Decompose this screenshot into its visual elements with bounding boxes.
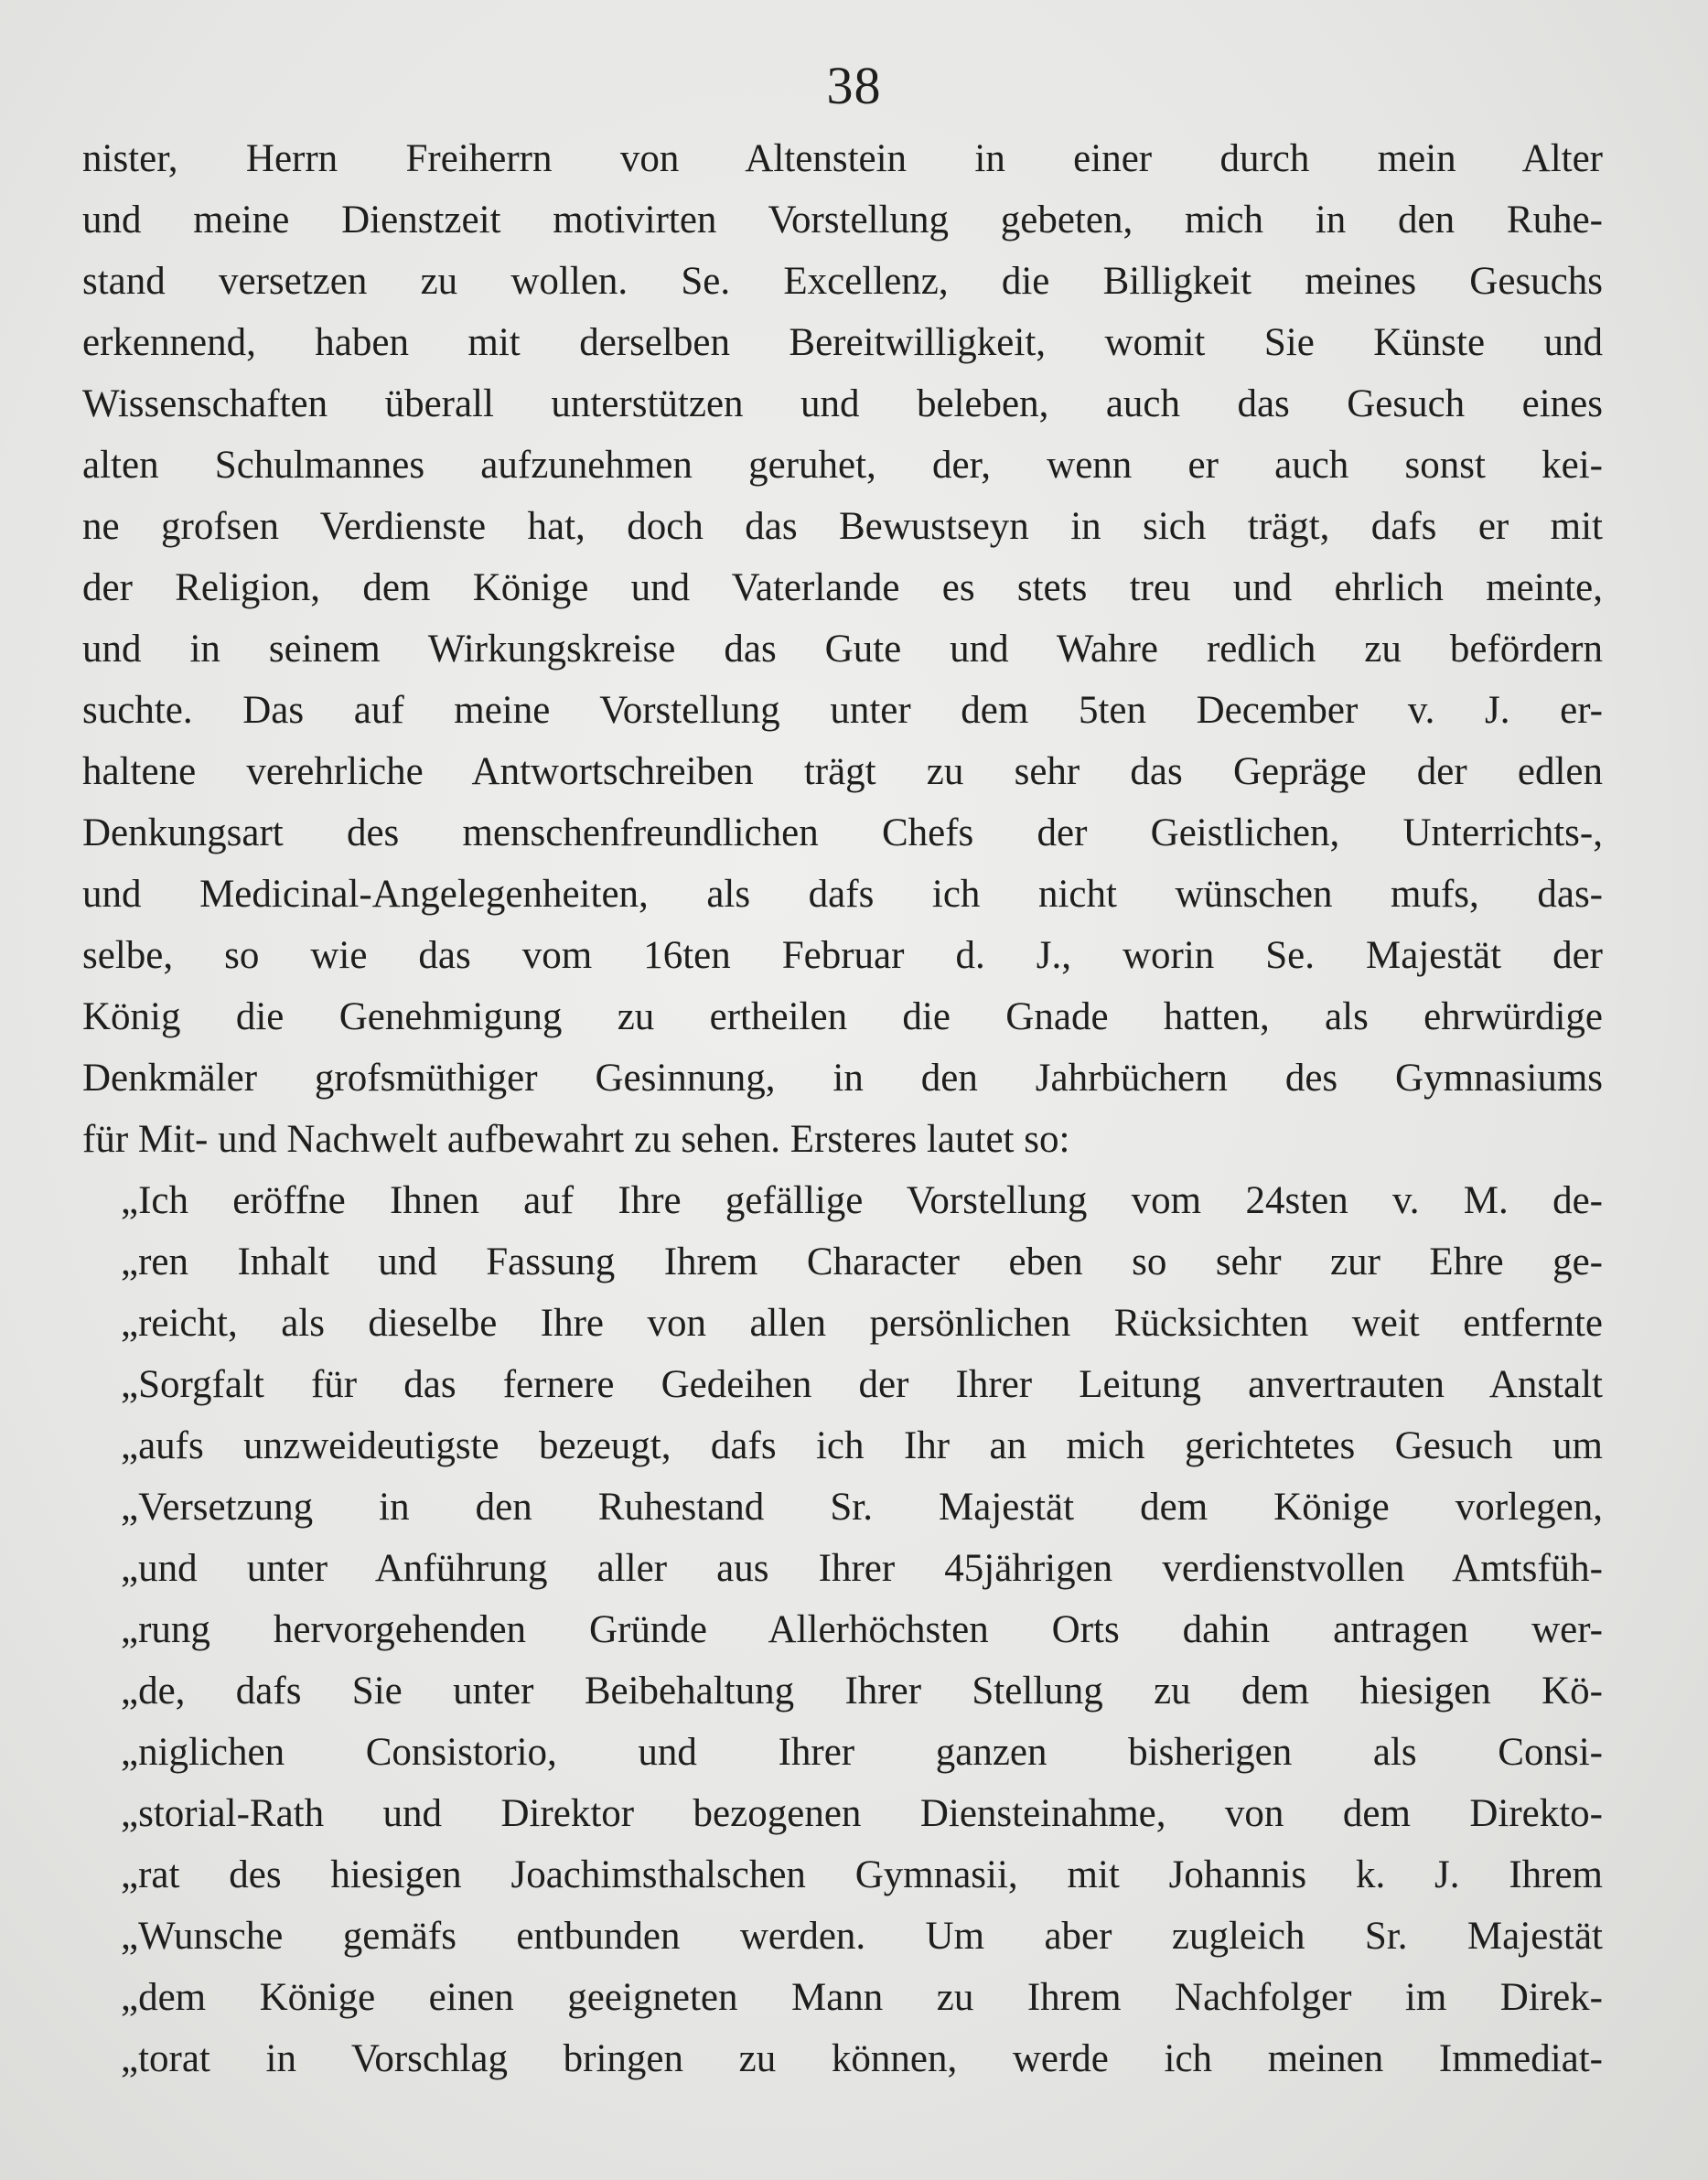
text-line: Denkungsart des menschenfreundlichen Chefs der Geistlichen, Unterrichts-, xyxy=(82,811,1603,854)
text-line: Denkmäler grofsmüthiger Gesinnung, in den Jahrbüchern des Gymnasiums xyxy=(82,1057,1603,1100)
body-text xyxy=(82,128,1603,2089)
text-line: selbe, so wie das vom 16ten Februar d. J., worin Se. Majestät der xyxy=(82,934,1603,977)
text-line: und meine Dienstzeit motivirten Vorstellung gebeten, mich in den Ruhe- xyxy=(82,199,1603,242)
text-line: und in seinem Wirkungskreise das Gute und Wahre redlich zu befördern xyxy=(82,628,1603,671)
text-line: nister, Herrn Freiherrn von Altenstein in einer durch mein Alter xyxy=(82,137,1603,180)
text-line: Wissenschaften überall unterstützen und beleben, auch das Gesuch eines xyxy=(82,382,1603,425)
text-line: der Religion, dem Könige und Vaterlande es stets treu und ehrlich meinte, xyxy=(82,566,1603,609)
quote-line: „ren Inhalt und Fassung Ihrem Character eben so sehr zur Ehre ge- xyxy=(121,1240,1603,1283)
quote-line: „reicht, als dieselbe Ihre von allen persönlichen Rücksichten weit entfernte xyxy=(121,1302,1603,1345)
quote-line: „aufs unzweideutigste bezeugt, dafs ich Ihr an mich gerichtetes Gesuch um xyxy=(121,1424,1603,1467)
quote-line: „Ich eröffne Ihnen auf Ihre gefällige Vorstellung vom 24sten v. M. de- xyxy=(121,1179,1603,1222)
quote-line: „rung hervorgehenden Gründe Allerhöchsten Orts dahin antragen wer- xyxy=(121,1608,1603,1651)
quote-line: „rat des hiesigen Joachimsthalschen Gymnasii, mit Johannis k. J. Ihrem xyxy=(121,1853,1603,1896)
quote-line: „storial-Rath und Direktor bezogenen Diensteinahme, von dem Direkto- xyxy=(121,1792,1603,1835)
quote-line: „dem Könige einen geeigneten Mann zu Ihrem Nachfolger im Direk- xyxy=(121,1976,1603,2019)
text-line: König die Genehmigung zu ertheilen die Gnade hatten, als ehrwürdige xyxy=(82,995,1603,1038)
text-line: erkennend, haben mit derselben Bereitwilligkeit, womit Sie Künste und xyxy=(82,321,1603,364)
page-number: 38 xyxy=(826,56,882,115)
text-line: für Mit- und Nachwelt aufbewahrt zu sehen. Ersteres lautet so: xyxy=(82,1118,1070,1161)
quote-line: „Wunsche gemäfs entbunden werden. Um aber zugleich Sr. Majestät xyxy=(121,1915,1603,1958)
text-line: stand versetzen zu wollen. Se. Excellenz, die Billigkeit meines Gesuchs xyxy=(82,260,1603,303)
text-line: ne grofsen Verdienste hat, doch das Bewustseyn in sich trägt, dafs er mit xyxy=(82,505,1603,548)
quote-line: „de, dafs Sie unter Beibehaltung Ihrer Stellung zu dem hiesigen Kö- xyxy=(121,1670,1603,1713)
quote-line: „Sorgfalt für das fernere Gedeihen der Ihrer Leitung anvertrauten Anstalt xyxy=(121,1363,1603,1406)
text-line: alten Schulmannes aufzunehmen geruhet, der, wenn er auch sonst kei- xyxy=(82,444,1603,487)
text-line: suchte. Das auf meine Vorstellung unter dem 5ten December v. J. er- xyxy=(82,689,1603,732)
text-line: und Medicinal-Angelegenheiten, als dafs ich nicht wünschen mufs, das- xyxy=(82,873,1603,916)
quote-line: „und unter Anführung aller aus Ihrer 45jährigen verdienstvollen Amtsfüh- xyxy=(121,1547,1603,1590)
quote-line: „torat in Vorschlag bringen zu können, werde ich meinen Immediat- xyxy=(121,2037,1603,2080)
quote-line: „Versetzung in den Ruhestand Sr. Majestät dem Könige vorlegen, xyxy=(121,1486,1603,1529)
quote-line: „niglichen Consistorio, und Ihrer ganzen bisherigen als Consi- xyxy=(121,1731,1603,1774)
text-line: haltene verehrliche Antwortschreiben trägt zu sehr das Gepräge der edlen xyxy=(82,750,1603,793)
